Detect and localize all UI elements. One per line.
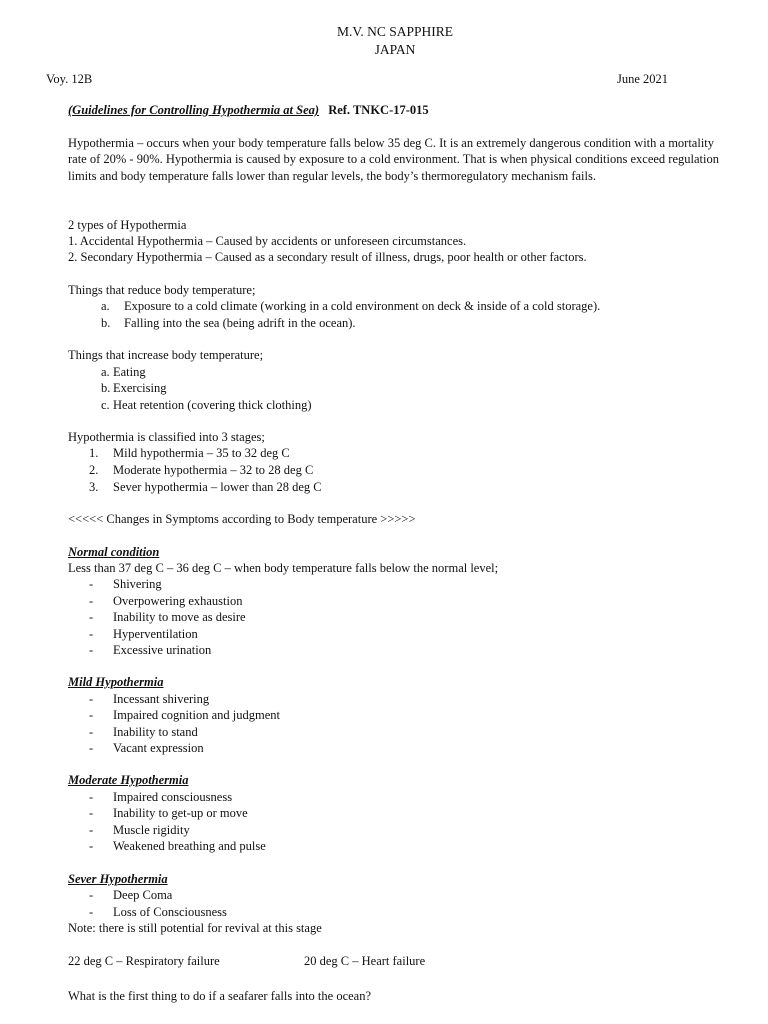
dash-marker: - <box>89 790 94 804</box>
list-item: Falling into the sea (being adrift in the ocean). <box>124 316 356 330</box>
dash-marker: - <box>89 806 94 820</box>
symptom-item: Muscle rigidity <box>113 823 190 837</box>
dash-marker: - <box>89 708 94 722</box>
symptom-item: Weakened breathing and pulse <box>113 839 266 853</box>
dash-marker: - <box>89 839 94 853</box>
dash-marker: - <box>89 594 94 608</box>
symptom-item: Inability to move as desire <box>113 610 246 624</box>
reduce-heading: Things that reduce body temperature; <box>68 283 256 297</box>
list-item: Mild hypothermia – 35 to 32 deg C <box>113 446 290 460</box>
stages-heading: Hypothermia is classified into 3 stages; <box>68 430 265 444</box>
list-item: Exposure to a cold climate (working in a cold environment on deck & inside of a cold storage). <box>124 299 601 313</box>
types-heading: 2 types of Hypothermia <box>68 218 187 232</box>
guideline-title: (Guidelines for Controlling Hypothermia at Sea) <box>68 103 320 117</box>
increase-heading: Things that increase body temperature; <box>68 348 264 362</box>
ship-name: M.V. NC SAPPHIRE <box>336 24 454 39</box>
list-marker: 2. <box>89 463 99 477</box>
guideline-ref: Ref. TNKC-17-015 <box>328 103 429 117</box>
list-marker: a. <box>101 299 110 313</box>
normal-heading: Normal condition <box>68 545 160 559</box>
list-item: Exercising <box>113 381 167 395</box>
question: What is the first thing to do if a seafarer falls into the ocean? <box>68 989 372 1003</box>
intro-paragraph: Hypothermia – occurs when your body temperature falls below 35 deg C. It is an extremely dangerous condition with a mortality rate of 20% - 90%. Hypothermia is caused by exposure to a cold environment. That is when physical conditions exceed regulation limits and body temperature falls lower than regular levels, the body’s thermoregulatory mechanism fails. <box>68 136 719 183</box>
mild-heading: Mild Hypothermia <box>68 675 164 689</box>
dash-marker: - <box>89 643 94 657</box>
symptom-item: Shivering <box>113 577 162 591</box>
heart-failure: 20 deg C – Heart failure <box>304 954 426 968</box>
country: JAPAN <box>374 42 416 57</box>
symptom-item: Impaired consciousness <box>113 790 233 804</box>
list-marker: a. <box>101 365 110 379</box>
severe-note: Note: there is still potential for revival at this stage <box>68 921 322 935</box>
moderate-heading: Moderate Hypothermia <box>68 773 189 787</box>
symptom-item: Excessive urination <box>113 643 212 657</box>
list-item: Eating <box>113 365 146 379</box>
list-item: Sever hypothermia – lower than 28 deg C <box>113 480 322 494</box>
symptom-item: Deep Coma <box>113 888 173 902</box>
dash-marker: - <box>89 823 94 837</box>
list-marker: 1. <box>89 446 99 460</box>
symptom-item: Loss of Consciousness <box>113 905 227 919</box>
dash-marker: - <box>89 905 94 919</box>
symptom-item: Overpowering exhaustion <box>113 594 243 608</box>
changes-heading: <<<<< Changes in Symptoms according to Body temperature >>>>> <box>68 512 416 526</box>
symptom-item: Incessant shivering <box>113 692 210 706</box>
dash-marker: - <box>89 610 94 624</box>
voyage-number: Voy. 12B <box>46 72 93 86</box>
list-marker: c. <box>101 398 110 412</box>
dash-marker: - <box>89 692 94 706</box>
list-item: Moderate hypothermia – 32 to 28 deg C <box>113 463 314 477</box>
dash-marker: - <box>89 627 94 641</box>
document-date: June 2021 <box>617 72 669 86</box>
respiratory-failure: 22 deg C – Respiratory failure <box>68 954 220 968</box>
dash-marker: - <box>89 577 94 591</box>
symptom-item: Vacant expression <box>113 741 204 755</box>
severe-heading: Sever Hypothermia <box>68 872 168 886</box>
dash-marker: - <box>89 888 94 902</box>
symptom-item: Hyperventilation <box>113 627 198 641</box>
normal-subtext: Less than 37 deg C – 36 deg C – when body temperature falls below the normal level; <box>68 561 499 575</box>
type-item: 2. Secondary Hypothermia – Caused as a secondary result of illness, drugs, poor health or other factors. <box>68 250 587 264</box>
symptom-item: Inability to stand <box>113 725 198 739</box>
list-marker: b. <box>101 381 111 395</box>
dash-marker: - <box>89 741 94 755</box>
list-marker: b. <box>101 316 111 330</box>
symptom-item: Impaired cognition and judgment <box>113 708 280 722</box>
list-marker: 3. <box>89 480 99 494</box>
type-item: 1. Accidental Hypothermia – Caused by accidents or unforeseen circumstances. <box>68 234 467 248</box>
symptom-item: Inability to get-up or move <box>113 806 248 820</box>
guideline-heading <box>68 102 429 118</box>
dash-marker: - <box>89 725 94 739</box>
list-item: Heat retention (covering thick clothing) <box>113 398 312 412</box>
